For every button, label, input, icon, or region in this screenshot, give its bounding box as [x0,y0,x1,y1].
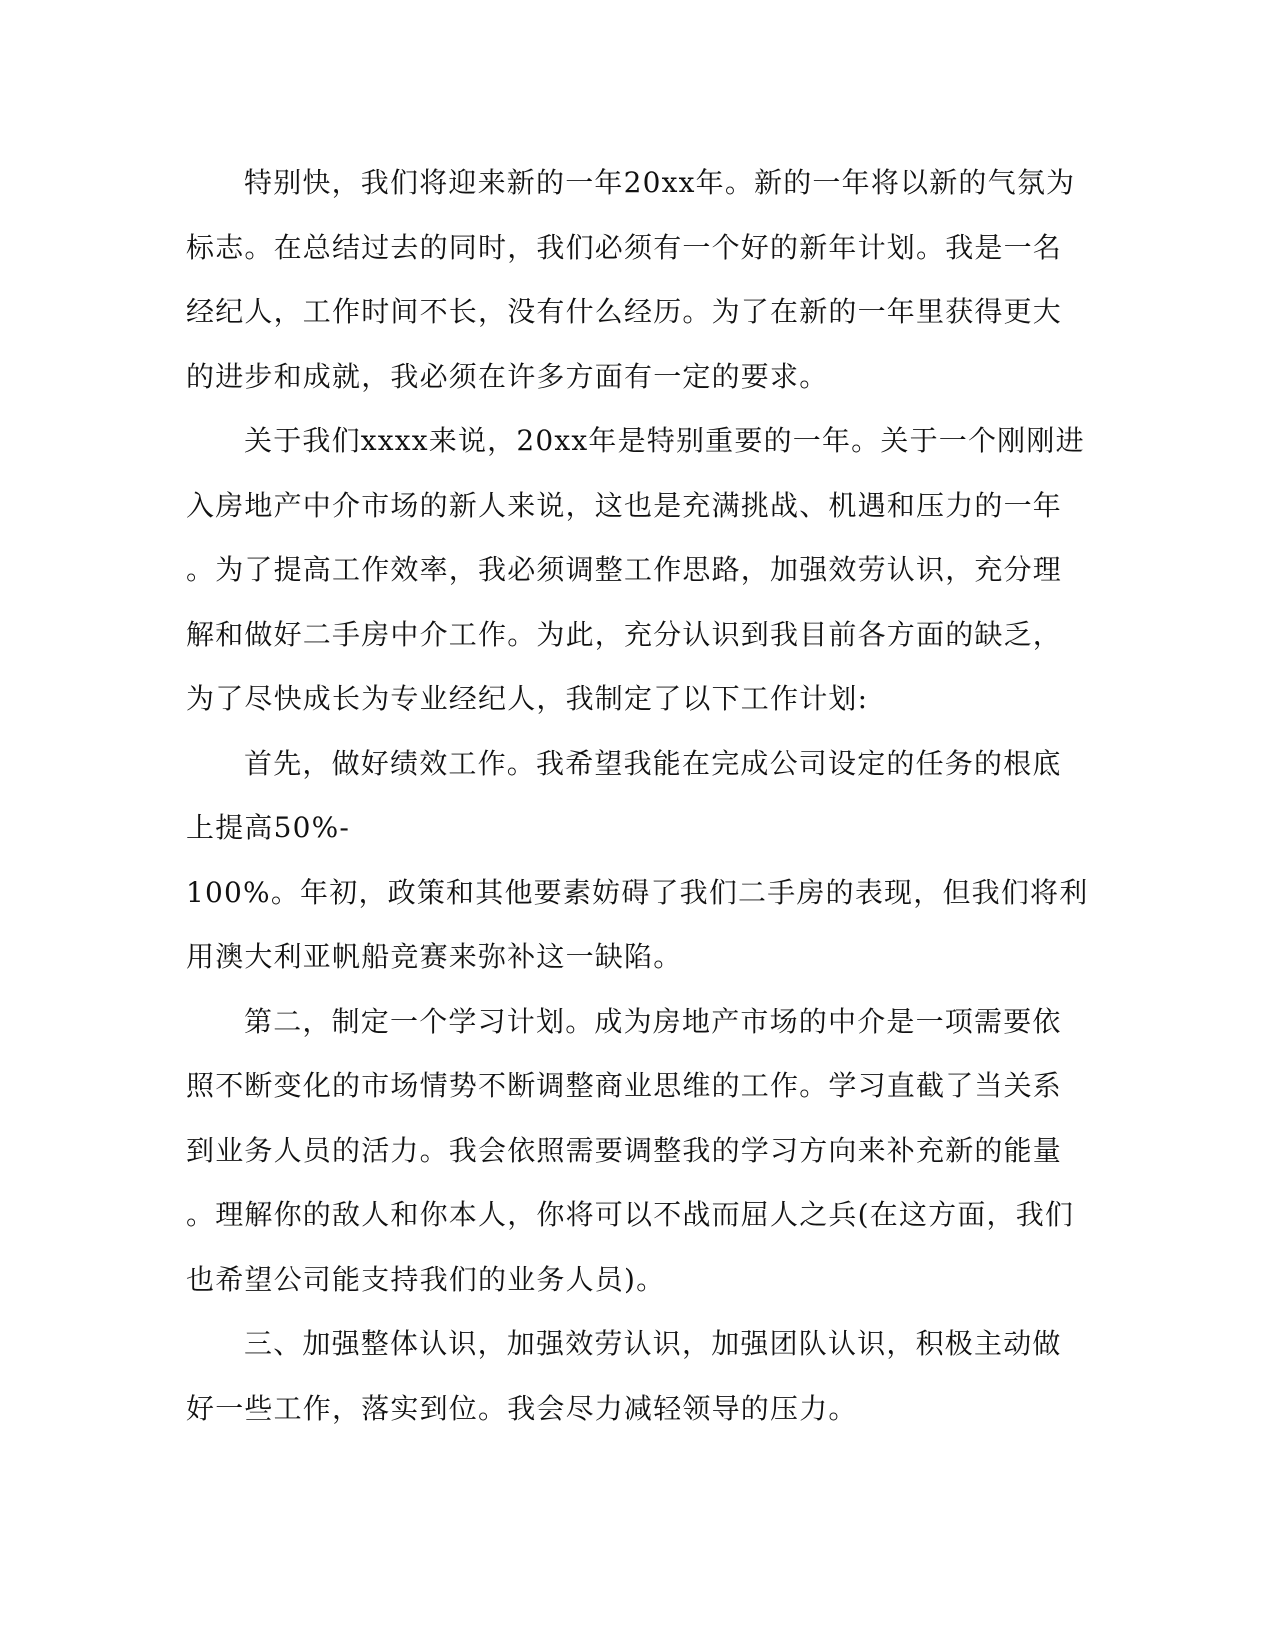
text-line: 100%。年初，政策和其他要素妨碍了我们二手房的表现，但我们将利 [186,875,1089,909]
text-line: 标志。在总结过去的同时，我们必须有一个好的新年计划。我是一名 [186,230,1063,264]
text-line: 用澳大利亚帆船竞赛来弥补这一缺陷。 [186,940,683,973]
text-line: 入房地产中介市场的新人来说，这也是充满挑战、机遇和压力的一年 [186,488,1063,522]
text-line: 。为了提高工作效率，我必须调整工作思路，加强效劳认识，充分理 [186,553,1063,586]
text-line: 首先，做好绩效工作。我希望我能在完成公司设定的任务的根底 [244,746,1062,780]
text-line: 到业务人员的活力。我会依照需要调整我的学习方向来补充新的能量 [186,1133,1063,1167]
text-line: 上提高50%- [186,811,351,844]
text-line: 特别快，我们将迎来新的一年20xx年。新的一年将以新的气氛为 [244,166,1076,199]
text-line: 三、加强整体认识，加强效劳认识，加强团队认识，积极主动做 [244,1327,1062,1360]
text-line: 第二，制定一个学习计划。成为房地产市场的中介是一项需要依 [244,1004,1062,1038]
text-line: 。理解你的敌人和你本人，你将可以不战而屈人之兵(在这方面，我们 [186,1198,1075,1231]
text-line: 经纪人，工作时间不长，没有什么经历。为了在新的一年里获得更大 [186,295,1063,328]
body-text [186,151,1089,1441]
text-line: 好一些工作，落实到位。我会尽力减轻领导的压力。 [186,1391,858,1425]
text-line: 关于我们xxxx来说，20xx年是特别重要的一年。关于一个刚刚进 [244,424,1085,457]
text-line: 解和做好二手房中介工作。为此，充分认识到我目前各方面的缺乏， [186,617,1063,651]
text-line: 为了尽快成长为专业经纪人，我制定了以下工作计划: [186,682,869,715]
text-line: 的进步和成就，我必须在许多方面有一定的要求。 [186,359,829,393]
text-line: 照不断变化的市场情势不断调整商业思维的工作。学习直截了当关系 [186,1069,1063,1102]
text-line: 也希望公司能支持我们的业务人员)。 [186,1262,666,1296]
